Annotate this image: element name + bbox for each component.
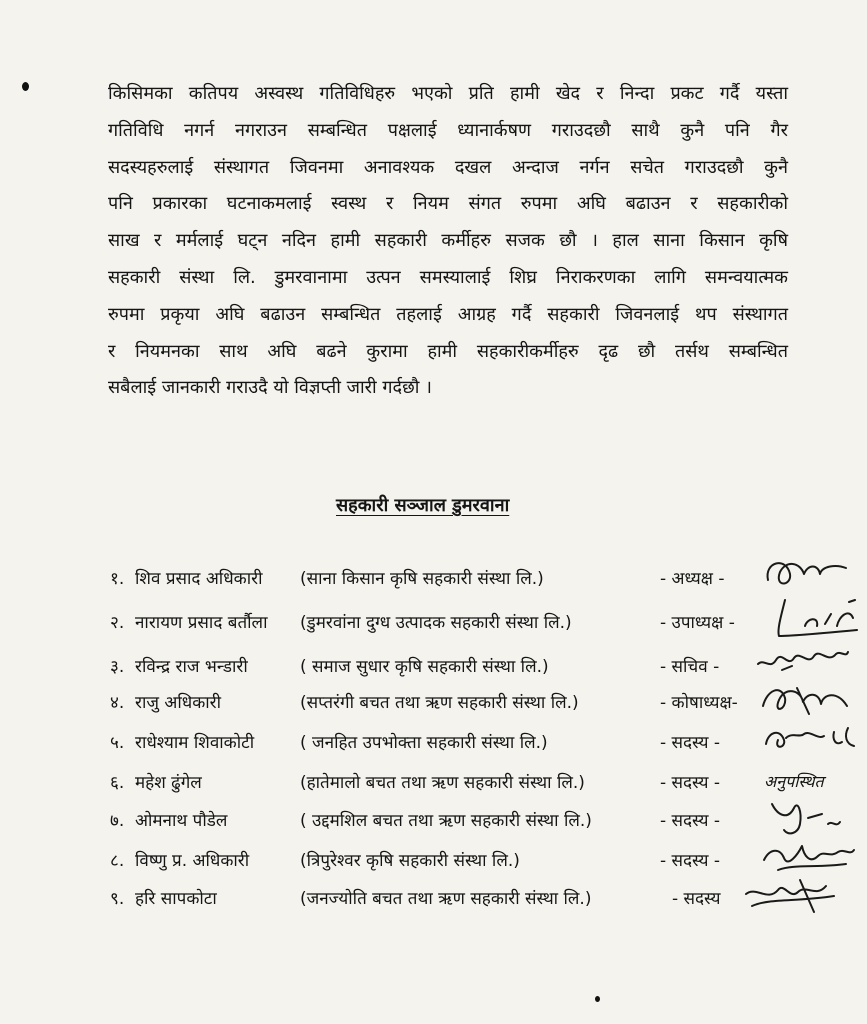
member-number: ८. — [110, 851, 125, 871]
signature-1 — [760, 552, 860, 598]
member-name: महेश ढुंगेल — [135, 773, 202, 793]
member-role: - सदस्य - — [660, 733, 721, 753]
paragraph-line: सहकारी संस्था लि. डुमरवानामा उत्पन समस्यालाई शिघ्र निराकरणका लागि समन्वयात्मक — [108, 266, 788, 288]
member-row — [0, 848, 867, 884]
member-organization: ( उद्दमशिल बचत तथा ऋण सहकारी संस्था लि.) — [300, 811, 592, 831]
member-name: शिव प्रसाद अधिकारी — [135, 569, 263, 589]
paragraph-line: पनि प्रकारका घटनाकमलाई स्वस्थ र नियम संगत रुपमा अघि बढाउन र सहकारीको — [108, 193, 788, 215]
member-organization: (त्रिपुरेश्वर कृषि सहकारी संस्था लि.) — [300, 851, 520, 871]
paragraph-line: किसिमका कतिपय अस्वस्थ गतिविधिहरु भएको प्रति हामी खेद र निन्दा प्रकट गर्दै यस्ता — [108, 83, 788, 104]
member-row — [0, 808, 867, 844]
paragraph-line: गतिविधि नगर्न नगराउन सम्बन्धित पक्षलाई ध्यानार्कषण गराउदछौ साथै कुनै पनि गैर — [108, 119, 788, 141]
member-number: ६. — [110, 773, 125, 793]
member-number: ४. — [110, 693, 125, 713]
member-role: - सदस्य - — [660, 811, 721, 831]
member-number: १. — [110, 569, 125, 589]
ink-mark-bottom — [595, 996, 600, 1002]
member-name: रविन्द्र राज भन्डारी — [135, 657, 248, 677]
member-role: - अध्यक्ष - — [660, 569, 725, 589]
member-row — [0, 654, 867, 690]
member-number: ५. — [110, 733, 125, 753]
signature-2 — [765, 596, 865, 642]
member-name: राधेश्याम शिवाकोटी — [135, 733, 255, 753]
member-role: - कोषाध्यक्ष- — [660, 693, 738, 713]
member-organization: ( जनहित उपभोक्ता सहकारी संस्था लि.) — [300, 733, 548, 753]
paragraph-line: साख र मर्मलाई घट्न नदिन हामी सहकारी कर्मीहरु सजक छौ । हाल साना किसान कृषि — [108, 230, 788, 252]
signature-9 — [740, 872, 840, 918]
paragraph-line: रुपमा प्रकृया अघि बढाउन सम्बन्धित तहलाई आग्रह गर्दै सहकारी जिवनलाई थप संस्थागत — [108, 303, 788, 325]
ink-mark-top-left — [22, 82, 29, 91]
member-row — [0, 886, 867, 922]
member-role: - सदस्य - — [660, 773, 721, 793]
member-role: - सदस्य — [672, 889, 721, 909]
member-organization: ( समाज सुधार कृषि सहकारी संस्था लि.) — [300, 657, 549, 677]
signature-5 — [760, 716, 860, 762]
network-heading: सहकारी सञ्जाल डुमरवाना — [336, 495, 510, 516]
member-number: २. — [110, 613, 125, 633]
member-role: - उपाध्यक्ष - — [660, 613, 735, 633]
member-row — [0, 730, 867, 766]
paragraph-line: सदस्यहरुलाई संस्थागत जिवनमा अनावश्यक दखल अन्दाज नर्गन सचेत गराउदछौ कुनै — [108, 156, 788, 178]
member-row — [0, 566, 867, 602]
member-row — [0, 610, 867, 646]
paragraph-line: सबैलाई जानकारी गराउदै यो विज्ञप्ती जारी गर्दछौ । — [108, 377, 432, 399]
member-name: हरि सापकोटा — [135, 889, 217, 909]
member-organization: (हातेमालो बचत तथा ऋण सहकारी संस्था लि.) — [300, 773, 585, 793]
member-organization: (सप्तरंगी बचत तथा ऋण सहकारी संस्था लि.) — [300, 693, 579, 713]
member-row — [0, 690, 867, 726]
member-number: ७. — [110, 811, 125, 831]
member-number: ९. — [110, 889, 125, 909]
notice-paragraph — [108, 76, 788, 407]
member-organization: (साना किसान कृषि सहकारी संस्था लि.) — [300, 569, 544, 589]
member-role: - सदस्य - — [660, 851, 721, 871]
member-number: ३. — [110, 657, 125, 677]
member-role: - सचिव - — [660, 657, 720, 677]
member-organization: (जनज्योति बचत तथा ऋण सहकारी संस्था लि.) — [300, 889, 592, 909]
member-name: नारायण प्रसाद बर्तौला — [135, 613, 268, 633]
member-name: राजु अधिकारी — [135, 693, 222, 713]
paragraph-line: र नियमनका साथ अघि बढने कुरामा हामी सहकारीकर्मीहरु दृढ छौ तर्सथ सम्बन्धित — [108, 340, 788, 362]
member-name: ओमनाथ पौडेल — [135, 811, 228, 831]
member-row — [0, 770, 867, 806]
absent-note: अनुपस्थित — [764, 772, 824, 791]
member-organization: (डुमरवांना दुग्ध उत्पादक सहकारी संस्था लि.) — [300, 613, 572, 633]
member-name: विष्णु प्र. अधिकारी — [135, 851, 250, 871]
